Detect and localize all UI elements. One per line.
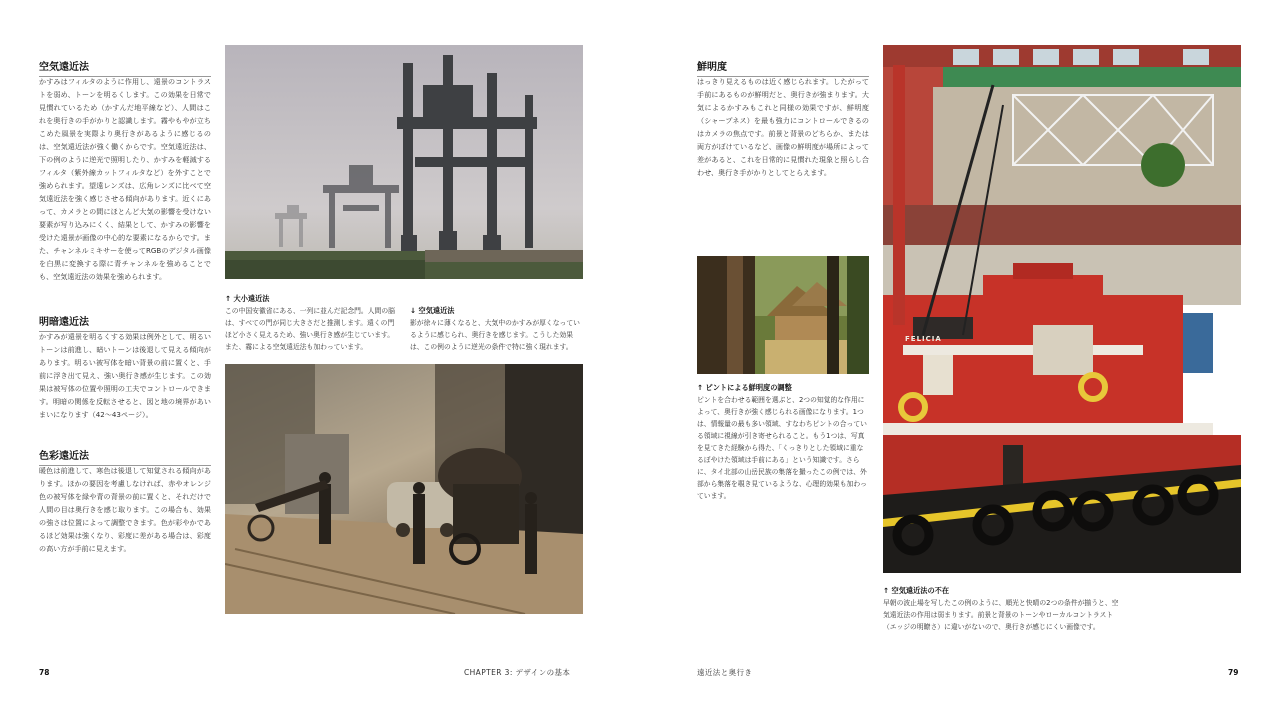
arrow-down-icon: ↓: [410, 306, 419, 315]
section-body-color: 暖色は前進して、寒色は後退して知覚される傾向があります。ほかの要因を考慮しなければ、赤やオレンジ色の被写体を緑や青の背景の前に置くと、それだけで人間の目は奥行きを感じ取ります。この場合も、効果の強さは位置によって調整できます。色が彩やかであるほど効果は強くなり、彩度に差がある場合は、彩度の高い方が手前に見えます。: [39, 466, 211, 553]
page-number-right: 79: [1228, 668, 1239, 677]
caption-text-arches: この中国安徽省にある、一列に並んだ記念門。人間の脳は、すべての門が同じ大きさだと推測します。遠くの門ほど小さく見えるため、強い奥行き感が生じています。また、霧による空気遠近法も加わっています。: [225, 307, 395, 351]
photo-backlit-street: [225, 364, 583, 614]
arrow-up-icon: ↑: [697, 383, 706, 392]
section-heading-sharpness: 鮮明度: [697, 58, 869, 77]
arrow-up-icon: ↑: [883, 586, 892, 595]
caption-text-focus: ピントを合わせる範囲を選ぶと、2つの知覚的な作用によって、奥行きが強く感じられる画像になります。1つは、情報量の最も多い領域、すなわちピントの合っている領域に視線が引き寄せられること。もう1つは、写真を見てきた経験から得た、「くっきりとした領域に重なるぼやけた領域は手前にある」という知識です。さらに、タイ北部の山岳民族の集落を撮ったこの例では、外部から集落を覗き見ているような、心理的効果も加わっています。: [697, 396, 867, 500]
caption-text-aerial: 影が徐々に薄くなると、大気中のかすみが厚くなっているように感じられ、奥行きを感じます。こうした効果は、この例のように逆光の条件で特に強く現れます。: [410, 319, 580, 351]
section-heading-color: 色彩遠近法: [39, 447, 211, 466]
photo-hill-village: [697, 256, 869, 374]
page-number-left: 78: [39, 668, 50, 677]
section-body-sharpness: はっきり見えるものは近く感じられます。したがって手前にあるものが鮮明だと、奥行きが強まります。大気によるかすみもこれと同様の効果ですが、鮮明度（シャープネス）を最も強力にコントロールできるのはカメラの焦点です。前景と背景のどちらか、または両方がぼけているなど、画像の鮮明度が場所によって差があると、これを日常的に見慣れた現象と照らし合わせ、奥行き手がかりとしてとらえます。: [697, 77, 869, 177]
section-body-aerial: かすみはフィルタのように作用し、遠景のコントラストを弱め、トーンを明るくします。この効果を日常で見慣れているため（かすんだ地平線など）、人間はこれを奥行きの手がかりと認識します。霧やもやが立ちこめた風景を実際より奥行きがあるように感じるのは、空気遠近法が強く働くからです。空気遠近法は、下の例のように逆光で照明したり、かすみを軽減するフィルタ（紫外線カットフィルタなど）を外すことで強められます。望遠レンズは、広角レンズに比べて空気遠近法を強く感じさせる傾向があります。近くにあって、カメラとの間にほとんど大気の影響を受けない要素が写り込みにくく、結果として、かすみの影響を受けた遠景が画像の中心的な要素になるからです。また、チャンネルミキサーを使ってRGBのデジタル画像を白黒に変換する際に青チャンネルを強めることでも、空気遠近法の効果を強められます。: [39, 77, 211, 281]
caption-title-arches: ↑ 大小遠近法: [225, 294, 270, 303]
boat-nameplate: FELICIA: [905, 335, 942, 343]
caption-title-absence: ↑ 空気遠近法の不在: [883, 586, 950, 595]
section-heading-tonal: 明暗遠近法: [39, 313, 211, 332]
running-head-right: 遠近法と奥行き: [697, 668, 753, 677]
arrow-up-icon: ↑: [225, 294, 234, 303]
photo-red-tugboat: [883, 45, 1241, 573]
caption-title-aerial: ↓ 空気遠近法: [410, 306, 455, 315]
caption-text-absence: 早朝の波止場を写したこの例のように、順光と快晴の2つの条件が揃うと、空気遠近法の作用は弱まります。前景と背景のトーンやローカルコントラスト（エッジの明瞭さ）に違いがないので、奥行きが感じにくい画像です。: [883, 599, 1119, 631]
running-head-left: CHAPTER 3: デザインの基本: [464, 668, 571, 677]
photo-memorial-arches: [225, 45, 583, 279]
section-heading-aerial: 空気遠近法: [39, 58, 211, 77]
section-body-tonal: かすみが遠景を明るくする効果は例外として、明るいトーンは前進し、暗いトーンは後退して見える傾向があります。明るい被写体を暗い背景の前に置くと、手前に浮き出て見え、強い奥行き感が生じます。この効果は被写体の位置や照明の工夫でコントロールできます。明暗の関係を反転させると、図と地の境界があいまいになります（42〜43ページ）。: [39, 332, 211, 419]
caption-title-focus: ↑ ピントによる鮮明度の調整: [697, 383, 792, 392]
